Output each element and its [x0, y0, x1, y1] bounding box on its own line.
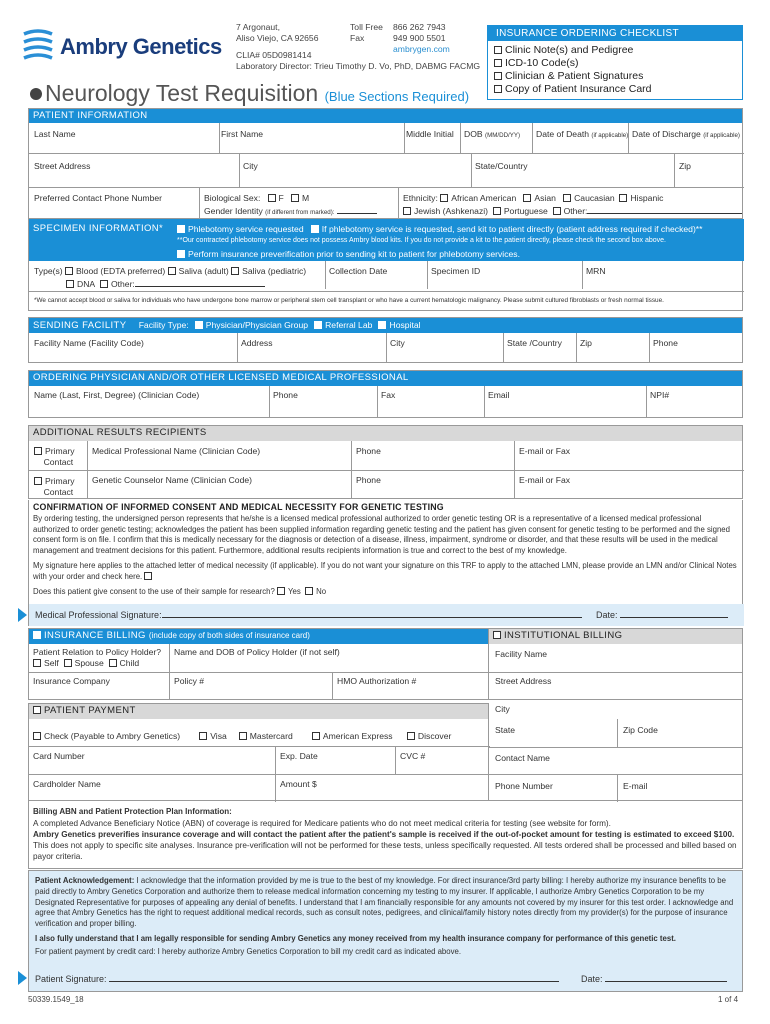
- checkbox[interactable]: [277, 587, 285, 595]
- checkbox[interactable]: [291, 194, 299, 202]
- checkbox[interactable]: [314, 321, 322, 329]
- hmo-authorization-field[interactable]: HMO Authorization #: [337, 676, 417, 686]
- tollfree-label: Toll Free: [350, 22, 383, 32]
- physician-phone-field[interactable]: Phone: [273, 390, 298, 400]
- checkbox[interactable]: [66, 280, 74, 288]
- checkbox[interactable]: [268, 194, 276, 202]
- consent-text: By ordering testing, the undersigned person represents that he/she is a licensed medical professional authorized to order genetic testing OR is a representative of a licensed medical professional authorized to order genetic testing; acknowledges the patient has been supplied information regarding genetic testing and the patient has given consent for genetic testing to be performed and the signed consent form is on file. I confirm that this is medically necessary for the diagnosis or detection of a disease, illness, impairment, syndrome or disorder, and that these results will be used in the medical management and treatment decisions for this patient. Furthermore, additional results recipients information is true and correct to the best of my knowledge.: [33, 514, 730, 555]
- med-pro-phone-field[interactable]: Phone: [356, 446, 381, 456]
- inst-city-field[interactable]: City: [495, 704, 510, 714]
- checkbox[interactable]: [407, 732, 415, 740]
- dob-field[interactable]: DOB (MM/DD/YY): [464, 129, 521, 139]
- ack-credit: For patient payment by credit card: I hereby authorize Ambry Genetics Corporation to bill my credit card as indicated above.: [35, 946, 462, 956]
- insurance-bar: INSURANCE BILLING (include copy of both sides of insurance card): [29, 629, 488, 644]
- med-pro-email-field[interactable]: E-mail or Fax: [519, 446, 571, 456]
- lmn-text: My signature here applies to the attached letter of medical necessity (if applicable). If you do not want your signature on this TRF to apply to the attached LMN, please provide an LMN and/or Clinical Notes with your order and check here.: [33, 561, 737, 581]
- primary-contact-1[interactable]: Primary Contact: [34, 446, 75, 468]
- payment-methods: Check (Payable to Ambry Genetics) Visa Mastercard American Express Discover: [33, 731, 451, 741]
- sign-here-arrow-icon: [18, 971, 27, 985]
- institutional-section: [489, 628, 743, 801]
- checkbox[interactable]: [64, 659, 72, 667]
- collection-date-field[interactable]: Collection Date: [329, 266, 388, 276]
- checkbox[interactable]: [177, 225, 185, 233]
- counselor-email-field[interactable]: E-mail or Fax: [519, 475, 571, 485]
- sending-section: [28, 317, 743, 363]
- physician-npi-field[interactable]: NPI#: [650, 390, 670, 400]
- additional-section: [28, 425, 743, 499]
- page-number: 1 of 4: [718, 995, 739, 1004]
- facility-state-field[interactable]: State /Country: [507, 338, 562, 348]
- counselor-name-field[interactable]: Genetic Counselor Name (Clinician Code): [92, 475, 253, 485]
- city-field[interactable]: City: [243, 161, 258, 171]
- checkbox[interactable]: [494, 85, 502, 93]
- checkbox[interactable]: [100, 280, 108, 288]
- patient-section: [28, 108, 743, 219]
- checklist-item[interactable]: Copy of Patient Insurance Card: [488, 83, 742, 96]
- specimen-footnote: *We cannot accept blood or saliva for individuals who have undergone bone marrow or peripheral stem cell transplant or who have a current hematologic malignancy. Please submit cultured fibroblasts or fresh normal tissue.: [34, 297, 664, 304]
- address-line1: 7 Argonaut,: [236, 22, 280, 32]
- physician-name-field[interactable]: Name (Last, First, Degree) (Clinician Code): [34, 390, 200, 400]
- facility-name-field[interactable]: Facility Name (Facility Code): [34, 338, 144, 348]
- lab-director: Laboratory Director: Trieu Timothy D. Vo, PhD, DABMG FACMG: [236, 61, 481, 71]
- specimen-title: SPECIMEN INFORMATION*: [33, 223, 164, 234]
- checkbox[interactable]: [231, 267, 239, 275]
- payment-bar: PATIENT PAYMENT: [29, 704, 488, 719]
- fax-number: 949 900 5501: [393, 33, 446, 43]
- facility-phone-field[interactable]: Phone: [653, 338, 678, 348]
- checkbox[interactable]: [144, 572, 152, 580]
- physician-email-field[interactable]: Email: [488, 390, 510, 400]
- ack-legal: I also fully understand that I am legally responsible for sending Ambry Genetics any money received from my health insurance company for performance of this genetic test.: [35, 933, 676, 943]
- research-consent: Does this patient give consent to the use of their sample for research? Yes No: [33, 586, 327, 596]
- checkbox[interactable]: [168, 267, 176, 275]
- checklist-item[interactable]: ICD-10 Code(s): [488, 57, 742, 70]
- phone-field[interactable]: Preferred Contact Phone Number: [34, 193, 163, 203]
- inst-zip-field[interactable]: Zip Code: [623, 725, 658, 735]
- abn-title: Billing ABN and Patient Protection Plan Information:: [33, 807, 232, 816]
- checkbox[interactable]: [305, 587, 313, 595]
- first-name-field[interactable]: First Name: [221, 129, 264, 139]
- checkbox[interactable]: [493, 631, 501, 639]
- facility-address-field[interactable]: Address: [241, 338, 273, 348]
- form-code: 50339.1549_18: [28, 995, 84, 1004]
- mrn-field[interactable]: MRN: [586, 266, 606, 276]
- sign-here-arrow-icon: [18, 608, 27, 622]
- discharge-field[interactable]: Date of Discharge (if applicable): [632, 129, 740, 139]
- phlebotomy-note: **Our contracted phlebotomy service does not possess Ambry blood kits. If you do not provide a kit to the patient directly, please check the second box above.: [177, 237, 666, 244]
- consent-title: CONFIRMATION OF INFORMED CONSENT AND MEDICAL NECESSITY FOR GENETIC TESTING: [33, 502, 444, 512]
- checkbox[interactable]: [619, 194, 627, 202]
- physician-bar: ORDERING PHYSICIAN AND/OR OTHER LICENSED MEDICAL PROFESSIONAL: [29, 371, 742, 386]
- physician-section: [28, 370, 743, 418]
- amount-field[interactable]: Amount $: [280, 779, 317, 789]
- checkbox[interactable]: [199, 732, 207, 740]
- checkbox[interactable]: [34, 477, 42, 485]
- checkbox[interactable]: [33, 732, 41, 740]
- phone-labels: [350, 22, 383, 44]
- specimen-id-field[interactable]: Specimen ID: [431, 266, 481, 276]
- card-number-field[interactable]: Card Number: [33, 751, 85, 761]
- website-link[interactable]: ambrygen.com: [393, 44, 450, 54]
- dna-wave-logo-icon: [22, 28, 54, 64]
- specimen-types2: DNA Other:: [66, 279, 265, 289]
- specimen-section: [28, 219, 743, 311]
- bullet-icon: [30, 88, 42, 100]
- ethnicity-row2: Jewish (Ashkenazi) Portuguese Other:: [403, 206, 742, 216]
- checkbox[interactable]: [239, 732, 247, 740]
- inst-phone-field[interactable]: Phone Number: [495, 781, 553, 791]
- checkbox[interactable]: [65, 267, 73, 275]
- phlebotomy-row: Phlebotomy service requested If phlebotomy service is requested, send kit to patient directly (patient address required if checked)**: [177, 224, 703, 234]
- checkbox[interactable]: [523, 194, 531, 202]
- checkbox[interactable]: [493, 207, 501, 215]
- cardholder-name-field[interactable]: Cardholder Name: [33, 779, 101, 789]
- abn-preverify: Ambry Genetics preverifies insurance coverage and will contact the patient after the patient's sample is received if the out-of-pocket amount for testing is estimated to exceed $100. This does not apply to specific site analyses. Insurance pre-verification will not be performed for these tests, unless specifically requested. All tests ordered shall be processed and billed based on payor criteria.: [33, 829, 737, 861]
- specimen-types: Type(s) Blood (EDTA preferred) Saliva (adult) Saliva (pediatric): [34, 266, 307, 276]
- insurance-company-field[interactable]: Insurance Company: [33, 676, 110, 686]
- checkbox[interactable]: [33, 659, 41, 667]
- patient-signature[interactable]: Patient Signature:: [35, 974, 559, 984]
- checkbox[interactable]: [494, 59, 502, 67]
- required-note: (Blue Sections Required): [324, 89, 470, 104]
- consent-section: [28, 500, 743, 626]
- med-pro-signature[interactable]: Medical Professional Signature:: [35, 610, 582, 620]
- payment-section: [28, 703, 489, 801]
- tollfree-number: 866 262 7943: [393, 22, 446, 32]
- checkbox[interactable]: [494, 46, 502, 54]
- gender-identity-field[interactable]: Gender Identity (if different from marked):: [204, 206, 377, 216]
- checkbox[interactable]: [440, 194, 448, 202]
- checkbox[interactable]: [563, 194, 571, 202]
- checkbox[interactable]: [312, 732, 320, 740]
- abn-section: [28, 801, 743, 869]
- dod-field[interactable]: Date of Death (if applicable): [536, 129, 629, 139]
- street-address-field[interactable]: Street Address: [34, 161, 91, 171]
- cvc-field[interactable]: CVC #: [400, 751, 426, 761]
- ethnicity-row: Ethnicity: African American Asian Caucasian Hispanic: [403, 193, 664, 203]
- middle-initial-field[interactable]: Middle Initial: [406, 129, 454, 139]
- med-pro-name-field[interactable]: Medical Professional Name (Clinician Code): [92, 446, 261, 456]
- checklist-title: INSURANCE ORDERING CHECKLIST: [488, 26, 742, 41]
- facility-zip-field[interactable]: Zip: [580, 338, 592, 348]
- checkbox[interactable]: [109, 659, 117, 667]
- checkbox[interactable]: [378, 321, 386, 329]
- checkbox[interactable]: [494, 72, 502, 80]
- checkbox[interactable]: [311, 225, 319, 233]
- checklist-item[interactable]: Clinician & Patient Signatures: [488, 70, 742, 83]
- inst-street-field[interactable]: Street Address: [495, 676, 552, 686]
- policy-relation: Patient Relation to Policy Holder? Self Spouse Child: [33, 647, 162, 668]
- checklist-item[interactable]: Clinic Note(s) and Pedigree: [488, 44, 742, 57]
- additional-bar: ADDITIONAL RESULTS RECIPIENTS: [29, 426, 742, 441]
- ambry-logo: [22, 28, 222, 68]
- sending-bar: SENDING FACILITY Facility Type: Physician/Physician Group Referral Lab Hospital: [29, 318, 742, 333]
- fax-label: Fax: [350, 33, 365, 43]
- med-pro-date[interactable]: Date:: [596, 610, 728, 620]
- signature-row: [29, 604, 744, 626]
- ack-text: Patient Acknowledgement: I acknowledge that the information provided by me is true to the best of my knowledge. For direct insurance/3rd party billing: I hereby authorize my insurance benefits to be paid directly to Ambry Genetics Corporation and authorize them to release medical information concerning my testing to my insurer. If applicable, I authorize Ambry Genetics Corporation to be my Designated Representative for purposes of appealing any denial of benefits. I understand that I am financially responsible for any amounts not covered by my insurer for this test order. I acknowledge and agree that Ambry Genetics has the right to request additional medical records, such as consult notes, pedigrees, and clinical/family history notes directly from my provider(s) for the purpose of insurance verification and proper billing.: [35, 876, 734, 929]
- patient-date[interactable]: Date:: [581, 974, 727, 984]
- institutional-bar: INSTITUTIONAL BILLING: [489, 629, 742, 644]
- insurance-section: [28, 628, 489, 700]
- clia-number: CLIA# 05D0981414: [236, 50, 312, 60]
- inst-email-field[interactable]: E-mail: [623, 781, 648, 791]
- primary-contact-2[interactable]: Primary Contact: [34, 476, 75, 498]
- preverification-row: Perform insurance preverification prior to sending kit to patient for phlebotomy services.: [177, 249, 520, 259]
- page-title: Neurology Test Requisition (Blue Sections Required): [30, 80, 469, 107]
- last-name-field[interactable]: Last Name: [34, 129, 76, 139]
- checkbox[interactable]: [403, 207, 411, 215]
- clia-info: [236, 50, 480, 72]
- checkbox[interactable]: [33, 706, 41, 714]
- checkbox[interactable]: [195, 321, 203, 329]
- checkbox[interactable]: [177, 250, 185, 258]
- exp-date-field[interactable]: Exp. Date: [280, 751, 318, 761]
- inst-state-field[interactable]: State: [495, 725, 516, 735]
- inst-contact-field[interactable]: Contact Name: [495, 753, 550, 763]
- lab-address: [236, 22, 319, 44]
- policy-holder-field[interactable]: Name and DOB of Policy Holder (if not self): [174, 647, 340, 657]
- state-field[interactable]: State/Country: [475, 161, 528, 171]
- physician-fax-field[interactable]: Fax: [381, 390, 396, 400]
- checkbox[interactable]: [33, 631, 41, 639]
- address-line2: Aliso Viejo, CA 92656: [236, 33, 319, 43]
- policy-number-field[interactable]: Policy #: [174, 676, 205, 686]
- insurance-checklist: [487, 25, 743, 100]
- acknowledgement-section: [28, 870, 743, 992]
- bio-sex: Biological Sex: F M: [204, 193, 310, 203]
- abn-text: A completed Advance Beneficiary Notice (ABN) of coverage is required for Medicare patients who do not meet medical criteria for testing (see website for form).: [33, 818, 611, 828]
- facility-city-field[interactable]: City: [390, 338, 405, 348]
- brand-name: Ambry Genetics: [60, 34, 222, 59]
- checkbox[interactable]: [34, 447, 42, 455]
- inst-facility-field[interactable]: Facility Name: [495, 649, 548, 659]
- counselor-phone-field[interactable]: Phone: [356, 475, 381, 485]
- zip-field[interactable]: Zip: [679, 161, 691, 171]
- checkbox[interactable]: [553, 207, 561, 215]
- patient-bar: PATIENT INFORMATION: [29, 109, 742, 123]
